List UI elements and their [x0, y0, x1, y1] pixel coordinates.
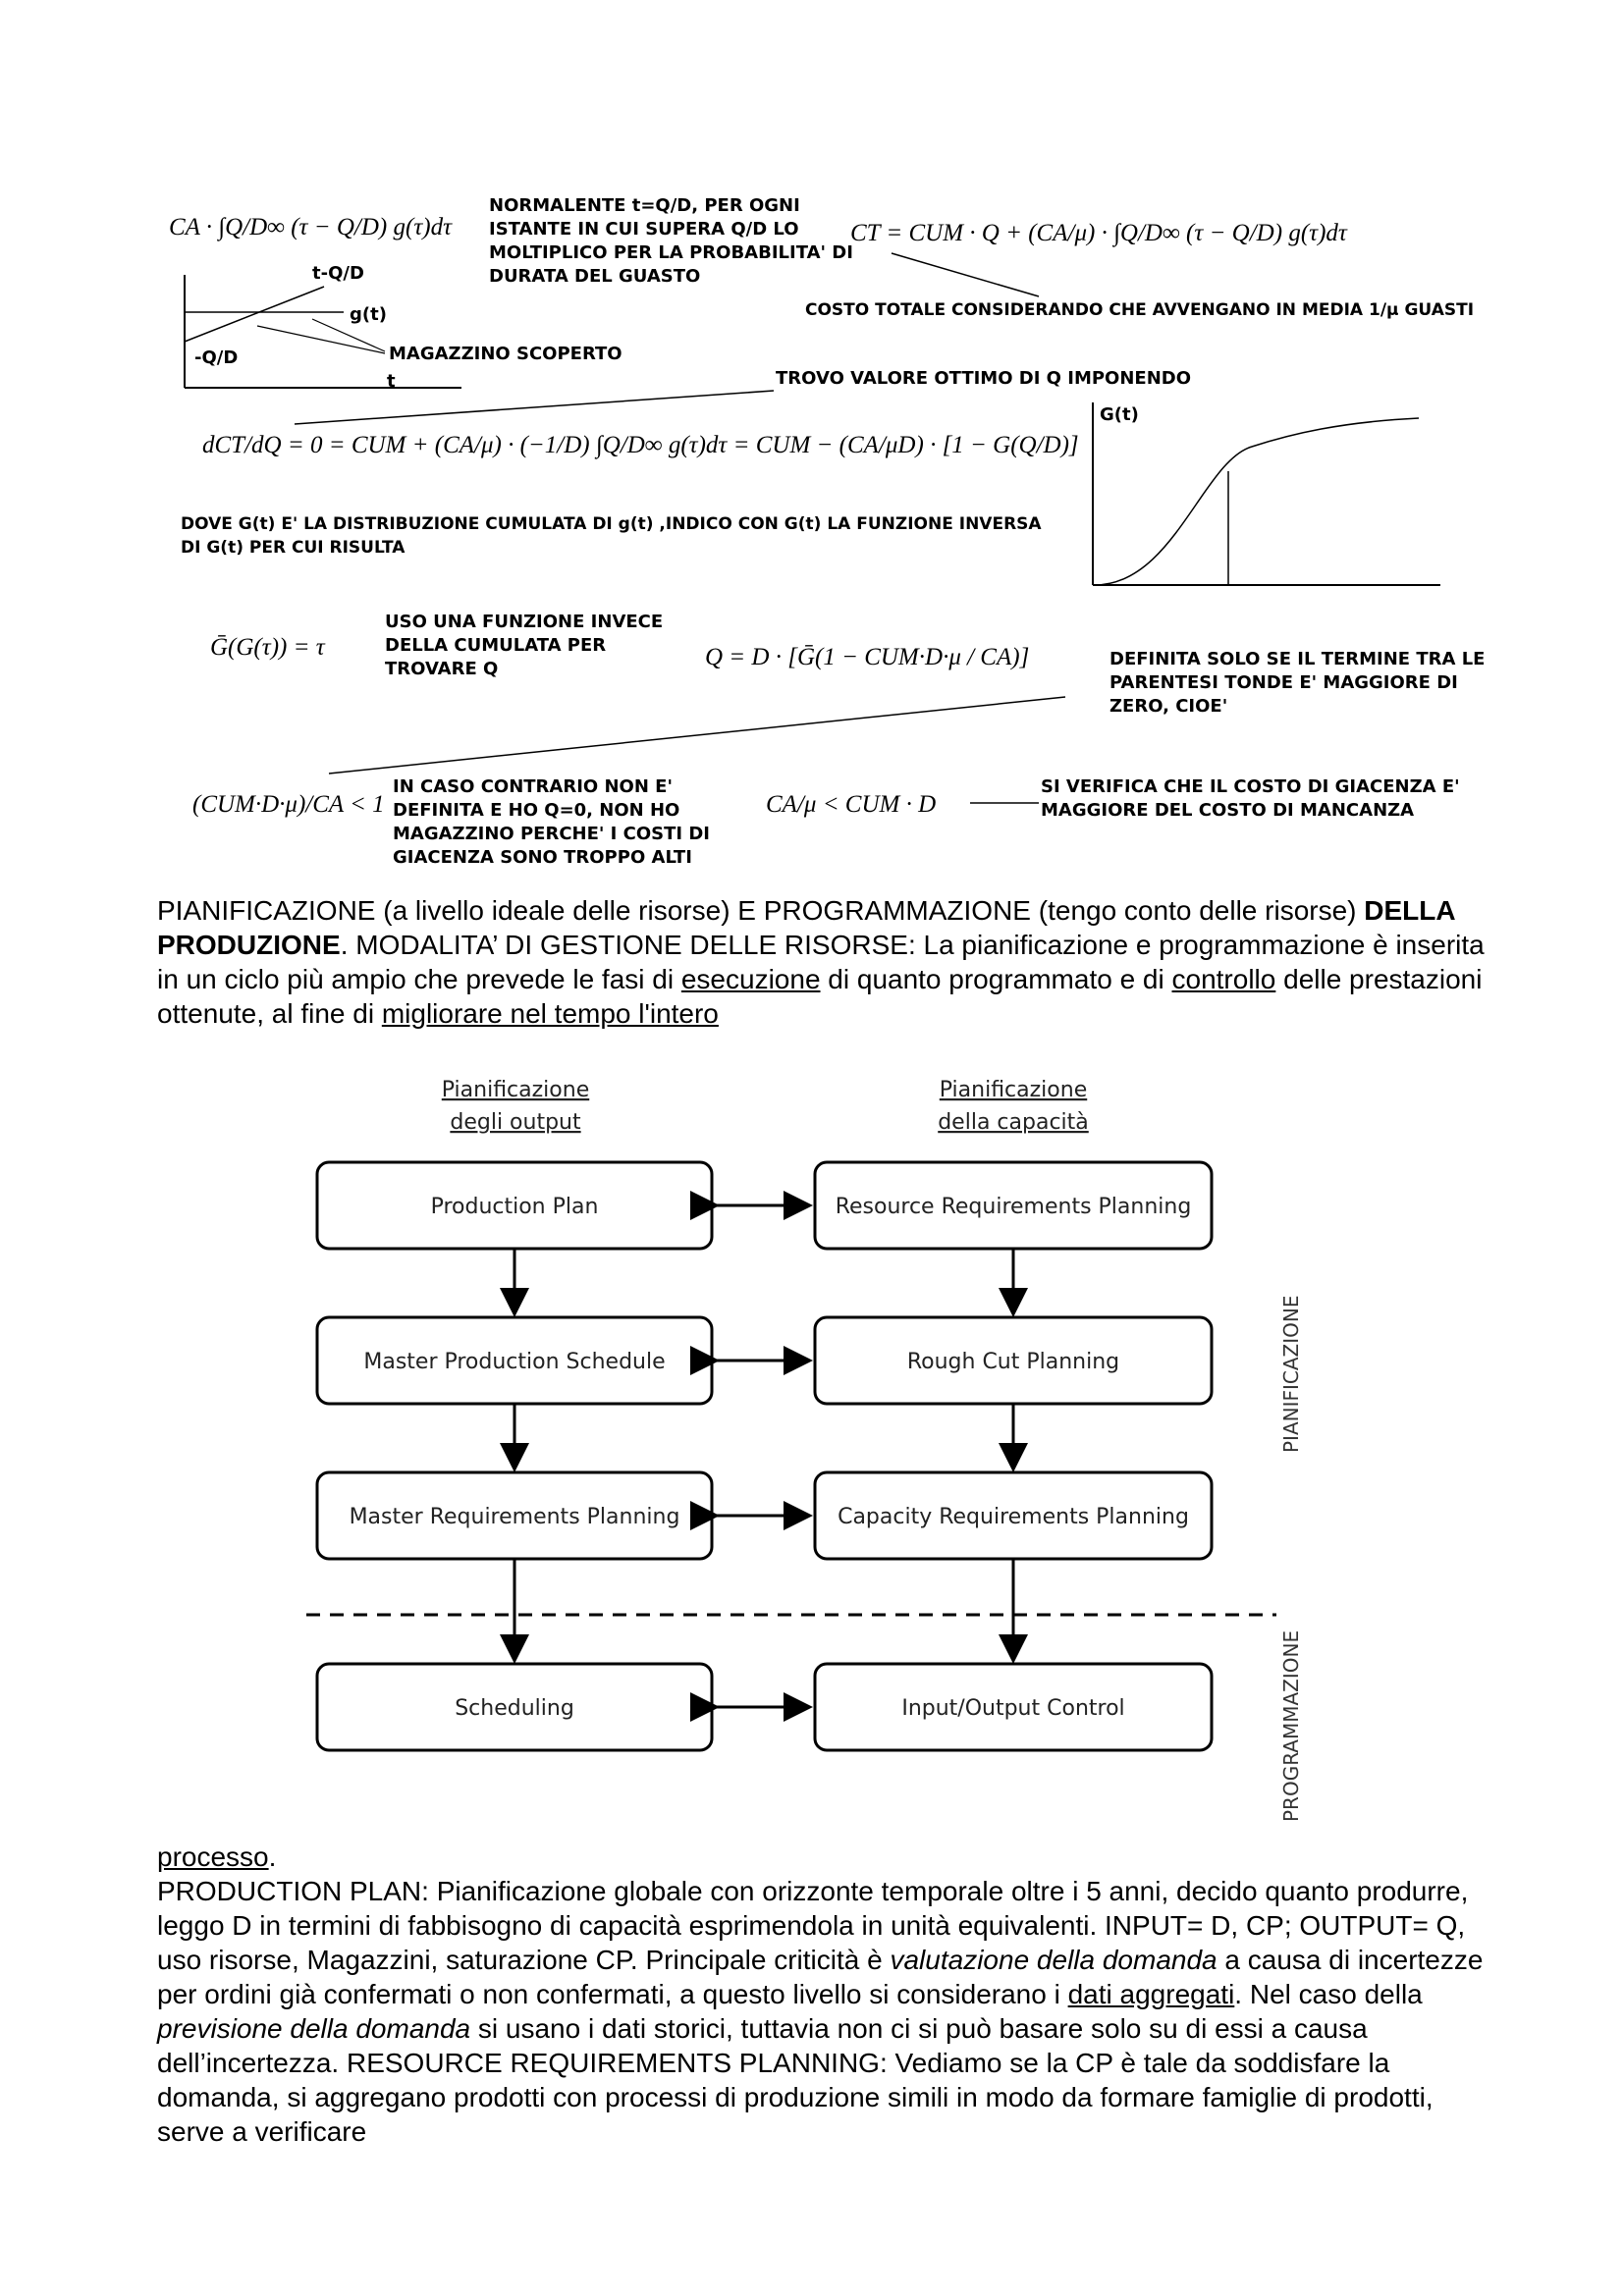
- label-rough-cut-planning: Rough Cut Planning: [906, 1350, 1120, 1374]
- header-left-1: Pianificazione: [441, 1078, 590, 1102]
- header-left-2: degli output: [450, 1110, 581, 1135]
- note-uso: USO UNA FUNZIONE INVECE DELLA CUMULATA PER TROVARE Q: [385, 612, 664, 679]
- formula-derivative: dCT/dQ = 0 = CUM + (CA/μ) · (−1/D) ∫Q/D∞ g(τ)dτ = CUM − (CA/μD) · [1 − G(Q/D)]: [202, 432, 1079, 458]
- formula-ca-integral: CA · ∫Q/D∞ (τ − Q/D) g(τ)dτ: [169, 214, 453, 240]
- label-master-requirements-planning: Master Requirements Planning: [349, 1505, 680, 1529]
- planning-diagram: [295, 1070, 1335, 1836]
- side-label-pianificazione: PIANIFICAZIONE: [1279, 1295, 1303, 1453]
- formula-cond-ca: CA/μ < CUM · D: [766, 791, 937, 818]
- formula-ct-total: CT = CUM · Q + (CA/μ) · ∫Q/D∞ (τ − Q/D) g(τ)dτ: [850, 220, 1347, 246]
- note-definita: DEFINITA SOLO SE IL TERMINE TRA LE PARENTESI TONDE E' MAGGIORE DI ZERO, CIOE': [1109, 649, 1486, 717]
- label-master-production-schedule: Master Production Schedule: [363, 1350, 666, 1374]
- formula-cond-lt1: (CUM·D·μ)/CA < 1: [192, 791, 385, 818]
- note-verifica: SI VERIFICA CHE IL COSTO DI GIACENZA E' MAGGIORE DEL COSTO DI MANCANZA: [1041, 776, 1460, 821]
- formula-q-opt: Q = D · [Ḡ(1 − CUM·D·μ / CA)]: [705, 644, 1030, 670]
- label-scheduling: Scheduling: [455, 1696, 574, 1721]
- cdf-graph: [1085, 402, 1448, 594]
- side-label-programmazione: PROGRAMMAZIONE: [1279, 1629, 1303, 1822]
- formula-inverse: Ḡ(G(τ)) = τ: [210, 634, 325, 661]
- note-costo-totale: COSTO TOTALE CONSIDERANDO CHE AVVENGANO IN MEDIA 1/μ GUASTI: [805, 300, 1475, 320]
- note-trovo: TROVO VALORE OTTIMO DI Q IMPONENDO: [776, 368, 1192, 389]
- paragraph-intro: PIANIFICAZIONE (a livello ideale delle risorse) E PROGRAMMAZIONE (tengo conto delle risorse) DELLA PRODUZIONE. MODALITA’ DI GESTIONE DELLE RISORSE: La pianificazione e programmazione è inserita in un ciclo più ampio che prevede le fasi di esecuzione di quanto programmato e di controllo delle prestazioni ottenute, al fine di migliorare nel tempo l'intero: [157, 895, 1485, 1029]
- header-right-2: della capacità: [938, 1110, 1089, 1135]
- graph-label-tqd: t-Q/D: [312, 263, 364, 284]
- graph-label-t: t: [387, 371, 396, 392]
- label-resource-requirements-planning: Resource Requirements Planning: [835, 1195, 1192, 1219]
- note-contrario: IN CASO CONTRARIO NON E' DEFINITA E HO Q=0, NON HO MAGAZZINO PERCHE' I COSTI DI GIACENZA SONO TROPPO ALTI: [393, 776, 710, 868]
- graph-label-qd: -Q/D: [194, 347, 239, 368]
- note-dove: DOVE G(t) E' LA DISTRIBUZIONE CUMULATA DI g(t) ,INDICO CON G(t) LA FUNZIONE INVERSA DI G(t) PER CUI RISULTA: [181, 514, 1042, 558]
- label-production-plan: Production Plan: [430, 1195, 599, 1219]
- paragraph-production-plan: processo. PRODUCTION PLAN: Pianificazione globale con orizzonte temporale oltre i 5 anni, decido quanto produrre, leggo D in termini di fabbisogno di capacità esprimendola in unità equivalenti. INPUT= D, CP; OUTPUT= Q, uso risorse, Magazzini, saturazione CP. Principale criticità è valutazione della domanda a causa di incertezze per ordini già confermati o non confermati, a questo livello si considerano i dati aggregati. Nel caso della previsione della domanda si usano i dati storici, tuttavia non ci si può basare solo su di essi a causa dell’incertezza. RESOURCE REQUIREMENTS PLANNING: Vediamo se la CP è tale da soddisfare la domanda, si aggregano prodotti con processi di produzione simili in modo da formare famiglie di prodotti, serve a verificare: [157, 1842, 1484, 2147]
- header-right-1: Pianificazione: [939, 1078, 1088, 1102]
- label-capacity-requirements-planning: Capacity Requirements Planning: [838, 1505, 1189, 1529]
- cdf-graph-label: G(t): [1100, 404, 1139, 425]
- note-normalmente: NORMALENTE t=Q/D, PER OGNI ISTANTE IN CUI SUPERA Q/D LO MOLTIPLICO PER LA PROBABILITA' DI DURATA DEL GUASTO: [489, 195, 853, 287]
- graph-label-gt: g(t): [350, 304, 387, 325]
- diagram-svg: [295, 1070, 1335, 1836]
- label-input-output-control: Input/Output Control: [901, 1696, 1125, 1721]
- graph-label-magazzino: MAGAZZINO SCOPERTO: [389, 344, 622, 364]
